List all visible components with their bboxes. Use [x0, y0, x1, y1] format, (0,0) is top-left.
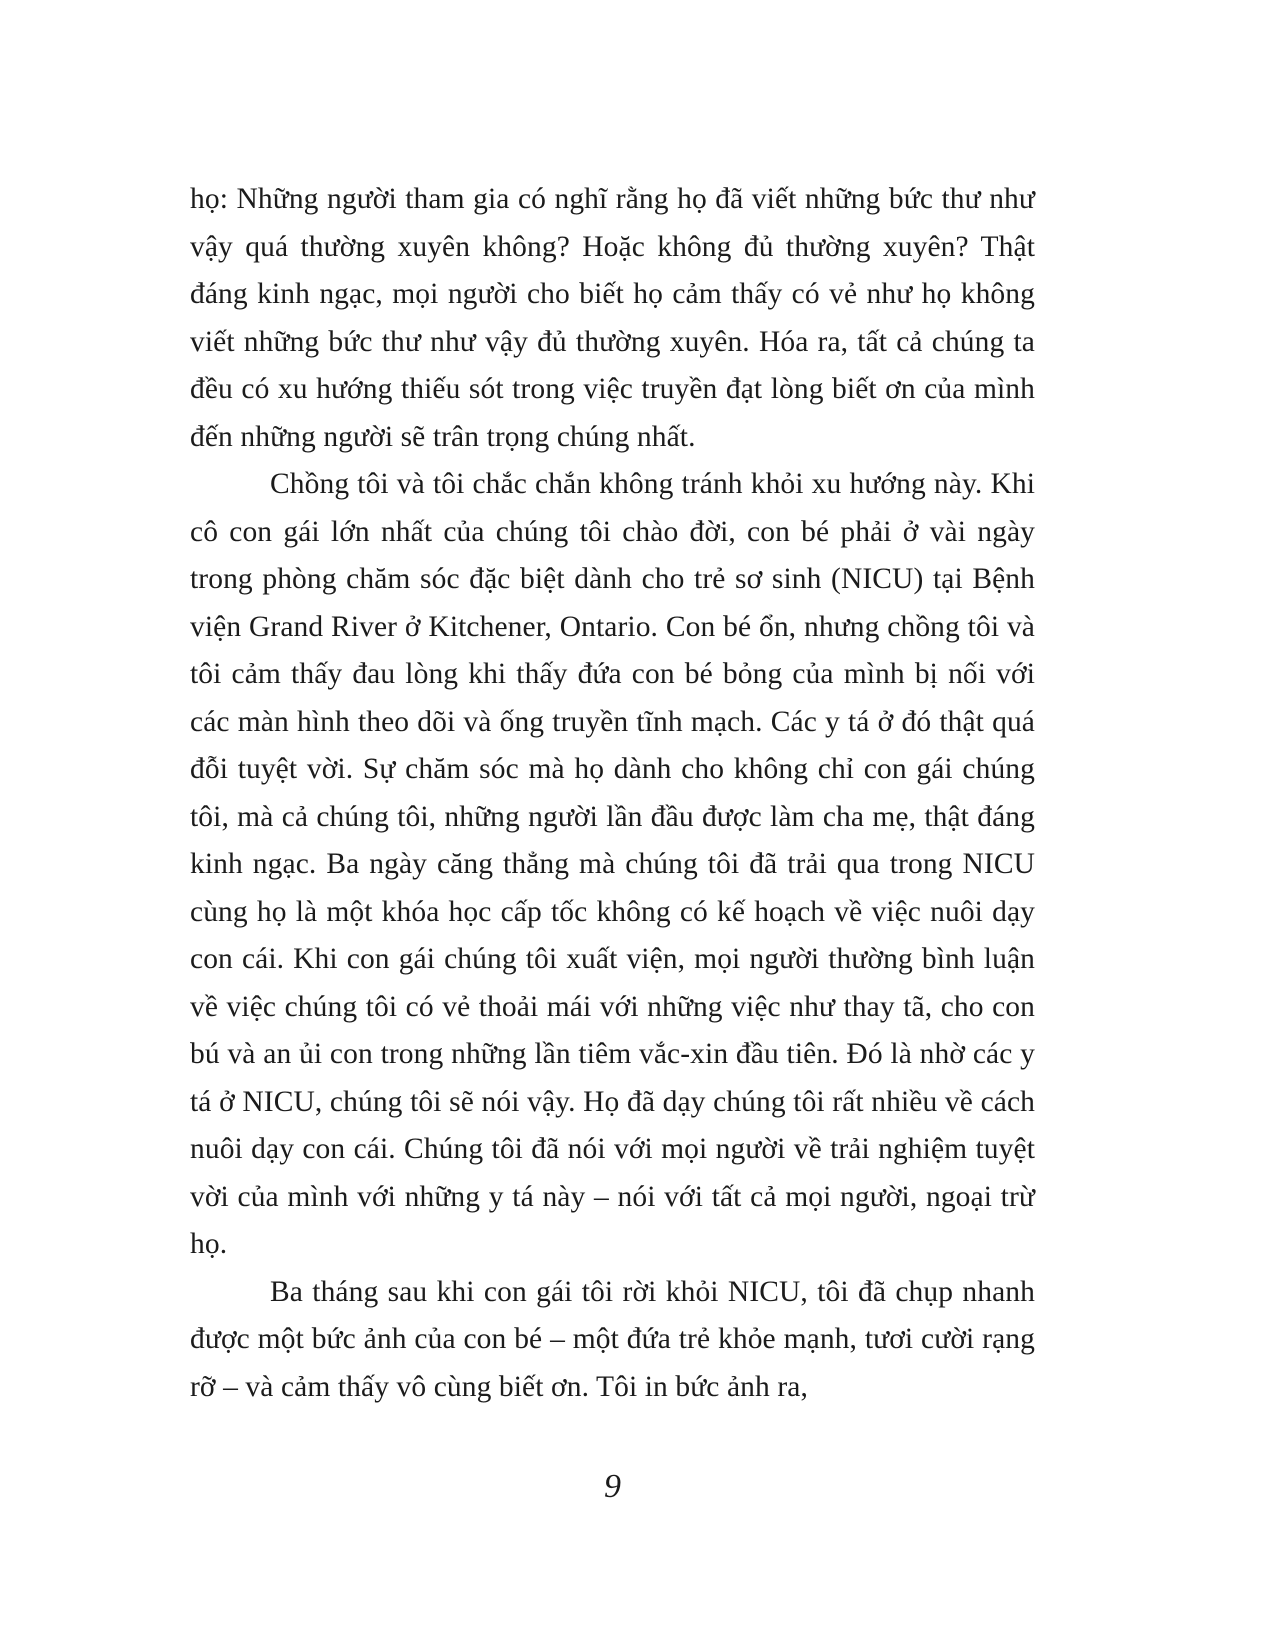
- body-paragraph: Ba tháng sau khi con gái tôi rời khỏi NICU, tôi đã chụp nhanh được một bức ảnh của con bé – một đứa trẻ khỏe mạnh, tươi cười rạng rỡ – và cảm thấy vô cùng biết ơn. Tôi in bức ảnh ra,: [190, 1275, 1035, 1403]
- body-text-block: [190, 176, 1035, 1411]
- page-number: 9: [604, 1468, 621, 1505]
- body-paragraph: họ: Những người tham gia có nghĩ rằng họ đã viết những bức thư như vậy quá thường xuyên không? Hoặc không đủ thường xuyên? Thật đáng kinh ngạc, mọi người cho biết họ cảm thấy có vẻ như họ không viết những bức thư như vậy đủ thường xuyên. Hóa ra, tất cả chúng ta đều có xu hướng thiếu sót trong việc truyền đạt lòng biết ơn của mình đến những người sẽ trân trọng chúng nhất.: [190, 183, 1035, 453]
- body-paragraph: Chồng tôi và tôi chắc chắn không tránh khỏi xu hướng này. Khi cô con gái lớn nhất của chúng tôi chào đời, con bé phải ở vài ngày trong phòng chăm sóc đặc biệt dành cho trẻ sơ sinh (NICU) tại Bệnh viện Grand River ở Kitchener, Ontario. Con bé ổn, nhưng chồng tôi và tôi cảm thấy đau lòng khi thấy đứa con bé bỏng của mình bị nối với các màn hình theo dõi và ống truyền tĩnh mạch. Các y tá ở đó thật quá đỗi tuyệt vời. Sự chăm sóc mà họ dành cho không chỉ con gái chúng tôi, mà cả chúng tôi, những người lần đầu được làm cha mẹ, thật đáng kinh ngạc. Ba ngày căng thẳng mà chúng tôi đã trải qua trong NICU cùng họ là một khóa học cấp tốc không có kế hoạch về việc nuôi dạy con cái. Khi con gái chúng tôi xuất viện, mọi người thường bình luận về việc chúng tôi có vẻ thoải mái với những việc như thay tã, cho con bú và an ủi con trong những lần tiêm vắc-xin đầu tiên. Đó là nhờ các y tá ở NICU, chúng tôi sẽ nói vậy. Họ đã dạy chúng tôi rất nhiều về cách nuôi dạy con cái. Chúng tôi đã nói với mọi người về trải nghiệm tuyệt vời của mình với những y tá này – nói với tất cả mọi người, ngoại trừ họ.: [190, 468, 1035, 1260]
